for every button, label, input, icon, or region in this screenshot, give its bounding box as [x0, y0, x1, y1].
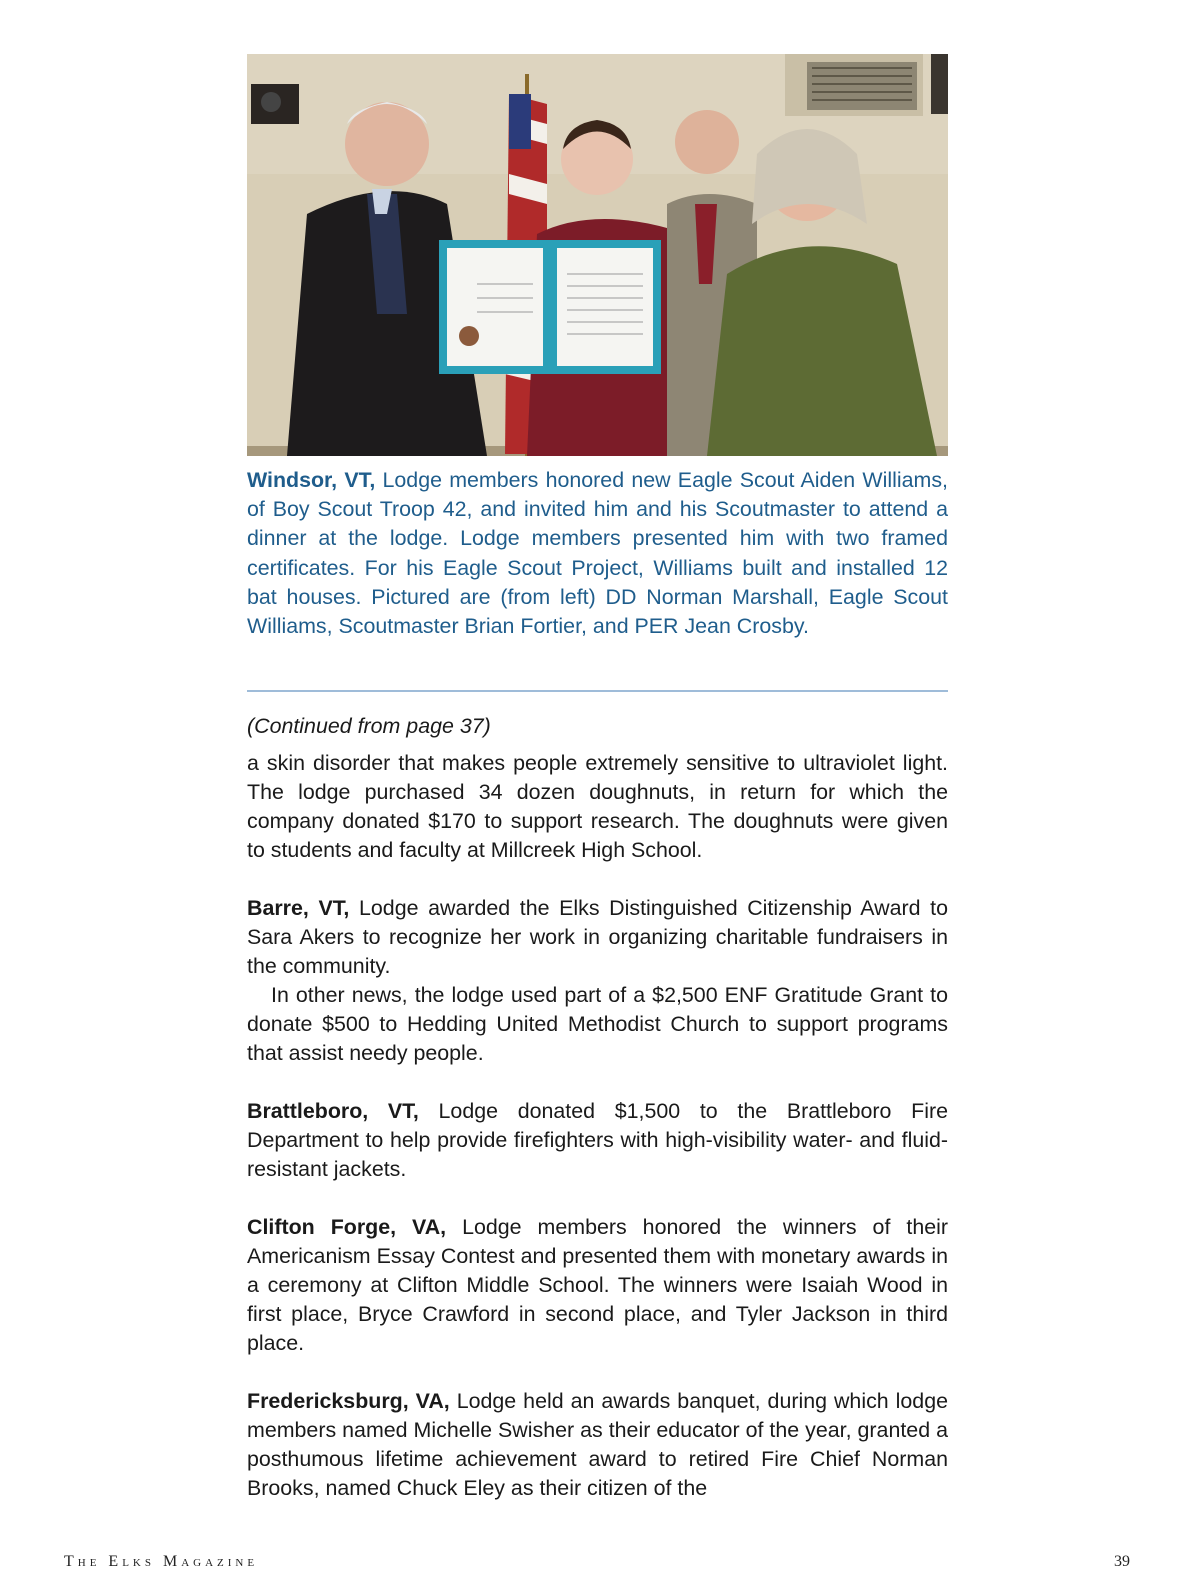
- article-text: Lodge donated $1,500 to the Brattleboro Fire Department to help provide firefighters with high-visibility water- and fluid-resistant jackets.: [247, 1099, 948, 1181]
- article-paragraph: [247, 981, 948, 1068]
- article-paragraph: [247, 894, 948, 981]
- article-lead: Brattleboro, VT,: [247, 1099, 419, 1123]
- article-text: Lodge members honored the winners of their Americanism Essay Contest and presented them with monetary awards in a ceremony at Clifton Middle School. The winners were Isaiah Wood in first place, Bryce Crawford in second place, and Tyler Jackson in third place.: [247, 1215, 948, 1355]
- caption-lead: Windsor, VT,: [247, 468, 376, 492]
- caption-text: Lodge members honored new Eagle Scout Aiden Williams, of Boy Scout Troop 42, and invited him and his Scoutmaster to attend a dinner at the lodge. Lodge members presented him with two framed certificates. For his Eagle Scout Project, Williams built and installed 12 bat houses. Pictured are (from left) DD Norman Marshall, Eagle Scout Williams, Scoutmaster Brian Fortier, and PER Jean Crosby.: [247, 468, 948, 639]
- photo: [247, 54, 948, 456]
- article-text: In other news, the lodge used part of a $2,500 ENF Gratitude Grant to donate $500 to Hedding United Methodist Church to support programs that assist needy people.: [247, 983, 948, 1065]
- article-lead: Fredericksburg, VA,: [247, 1389, 450, 1413]
- article-text: a skin disorder that makes people extremely sensitive to ultraviolet light. The lodge purchased 34 dozen doughnuts, in return for which the company donated $170 to support research. The doughnuts were given to students and faculty at Millcreek High School.: [247, 751, 948, 862]
- article-text: Lodge awarded the Elks Distinguished Citizenship Award to Sara Akers to recognize her work in organizing charitable fundraisers in the community.: [247, 896, 949, 978]
- article-paragraph: [247, 1387, 948, 1503]
- article-body: [247, 749, 948, 1503]
- divider: [247, 690, 948, 692]
- article-paragraph: [247, 749, 948, 865]
- article-lead: Clifton Forge, VA,: [247, 1215, 447, 1239]
- article-text: Lodge held an awards banquet, during which lodge members named Michelle Swisher as their educator of the year, granted a posthumous lifetime achievement award to retired Fire Chief Norman Brooks, named Chuck Eley as their citizen of the: [247, 1389, 948, 1500]
- group-photo-image: [247, 54, 948, 456]
- page-number: 39: [1114, 1553, 1130, 1570]
- article-lead: Barre, VT,: [247, 896, 350, 920]
- article-paragraph: [247, 1097, 948, 1184]
- continued-note: (Continued from page 37): [247, 714, 491, 738]
- magazine-title: The Elks Magazine: [64, 1553, 259, 1570]
- article-paragraph: [247, 1213, 948, 1358]
- photo-caption: [247, 466, 948, 641]
